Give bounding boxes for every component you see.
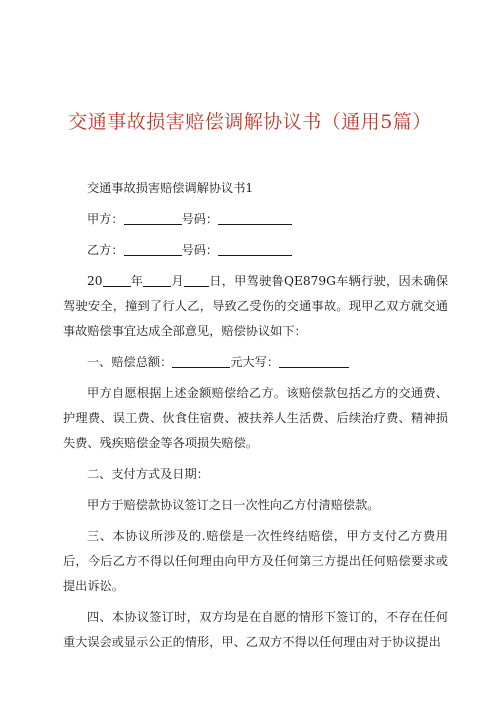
party-a-id-blank [218,210,292,225]
party-a-id-label: 号码： [181,212,219,226]
party-b-id-blank [218,241,292,256]
month-blank [143,272,171,287]
accident-description [63,269,448,344]
party-a-name-blank [124,210,182,225]
agreement-subtitle: 交通事故损害赔偿调解协议书1 [87,181,254,195]
party-b-label: 乙方： [87,243,124,257]
compensation-paragraph: 甲方自愿根据上述金额赔偿给乙方。该赔偿款包括乙方的交通费、护理费、误工费、伙食住宿费、被扶养人生活费、后续治疗费、精神损失费、残疾赔偿金等各项损失赔偿。 [63,386,448,450]
party-b-line [63,238,448,263]
document-body [63,176,448,661]
clause-three: 三、本协议所涉及的.赔偿是一次性终结赔偿，甲方支付乙方费用后，今后乙方不得以任何理由向甲方及任何第三方提出任何赔偿要求或提出诉讼。 [63,529,448,593]
year-label: 年 [130,274,144,288]
amount-label: 一、赔偿总额： [87,355,173,369]
amount-unit: 元大写： [230,355,280,369]
payment-paragraph: 甲方于赔偿款协议签订之日一次性向乙方付清赔偿款。 [87,498,380,512]
amount-line [63,350,448,375]
party-b-id-label: 号码： [181,243,219,257]
date-prefix: 20 [87,274,103,288]
year-blank [103,272,131,287]
accident-text: 日，甲驾驶鲁QE879G车辆行驶，因未确保驾驶安全，撞到了行人乙，导致乙受伤的交通事故。现甲乙双方就交通事故赔偿事宜达成全部意见，赔偿协议如下： [63,274,449,338]
amount-blank [172,353,230,368]
month-label: 月 [171,274,184,288]
party-a-label: 甲方： [87,212,124,226]
clause-four: 四、本协议签订时，双方均是在自愿的情形下签订的，不存在任何重大误会或显示公正的情形，甲、乙双方不得以任何理由对于协议提出 [63,610,448,649]
amount-words-blank [279,353,349,368]
day-blank [184,272,209,287]
section-two-heading: 二、支付方式及日期： [87,467,209,481]
party-b-name-blank [124,241,182,256]
document-title: 交通事故损害赔偿调解协议书（通用5篇） [68,111,432,133]
party-a-line [63,207,448,232]
